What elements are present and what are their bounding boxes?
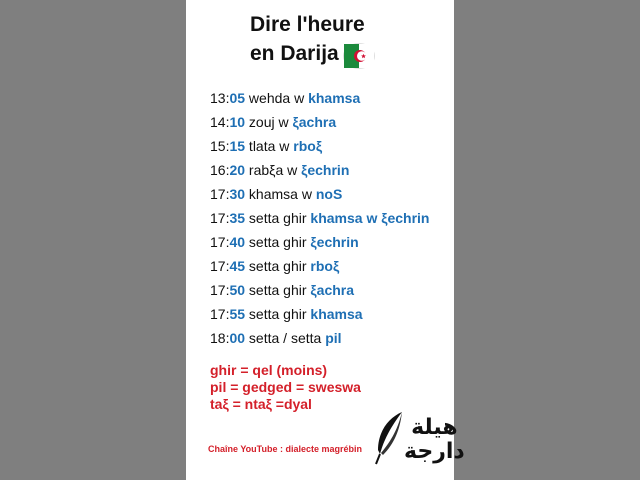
youtube-channel-caption: Chaîne YouTube : dialecte magrébin [208,444,363,454]
logo-wordmark: هيلة دارجة [404,415,465,464]
time-row: 17:40 setta ghir ξechrin [210,234,359,250]
time-row: 17:50 setta ghir ξachra [210,282,355,298]
note-line: pil = gedged = sweswa [210,379,361,395]
right-background-bar [454,0,640,480]
title-line-1: Dire l'heure [250,13,365,36]
time-row: 17:35 setta ghir khamsa w ξechrin [210,210,430,226]
note-line: ghir = qel (moins) [210,362,328,378]
time-row: 14:10 zouj w ξachra [210,114,337,130]
time-row: 18:00 setta / setta pil [210,330,342,346]
time-row: 16:20 rabξa w ξechrin [210,162,350,178]
title-line-2: en Darija [250,42,339,65]
time-row: 17:55 setta ghir khamsa [210,306,363,322]
content-card [186,0,465,480]
left-background-bar [0,0,186,480]
time-row: 17:30 khamsa w noS [210,186,343,202]
note-line: taξ = ntaξ =dyal [210,396,312,412]
time-row: 17:45 setta ghir rboξ [210,258,340,274]
algeria-flag-icon [343,43,375,69]
page-title [250,10,400,68]
time-row: 15:15 tlata w rboξ [210,138,323,154]
brand-logo [372,410,465,470]
feather-quill-icon [372,410,408,466]
notes-block [210,362,361,413]
time-list [210,86,429,350]
time-row: 13:05 wehda w khamsa [210,90,361,106]
